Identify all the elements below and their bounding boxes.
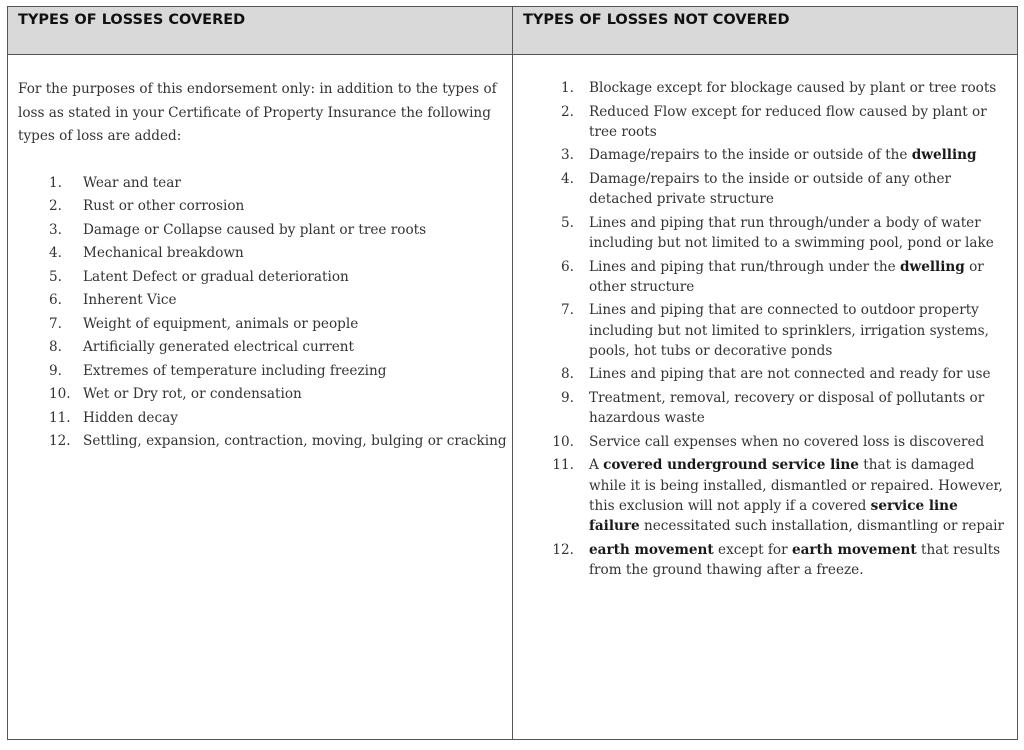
item-number: 9. [561, 389, 574, 406]
list-item [18, 336, 508, 360]
item-number: 10. [552, 433, 574, 450]
item-number: 3. [49, 221, 62, 238]
item-number: 5. [561, 214, 574, 231]
list-item [540, 432, 1010, 452]
list-item [18, 430, 508, 454]
defined-term: service line failure [589, 497, 958, 534]
item-text: necessitated such installation, dismantling or repair [639, 517, 1005, 534]
item-text: Damage/repairs to the inside or outside of any other detached private structure [589, 170, 951, 208]
not-covered-cell [540, 78, 1010, 583]
list-item [18, 172, 508, 196]
item-text: Service call expenses when no covered loss is discovered [589, 433, 985, 450]
list-item [540, 388, 1010, 428]
item-number: 8. [49, 339, 62, 355]
list-item [540, 102, 1010, 142]
defined-term: earth movement [589, 541, 714, 558]
item-text: A [589, 457, 604, 474]
item-text: that results from the ground thawing after a freeze. [589, 541, 1001, 578]
covered-cell [18, 78, 508, 454]
item-text: Rust or other corrosion [83, 198, 245, 214]
not-covered-list [540, 78, 1010, 580]
item-text: Wear and tear [83, 174, 181, 191]
list-item [18, 242, 508, 266]
item-text: Hidden decay [83, 409, 178, 426]
item-number: 7. [49, 315, 62, 332]
list-item [540, 364, 1010, 384]
item-number: 1. [49, 174, 62, 191]
item-number: 9. [49, 362, 62, 379]
item-text: Lines and piping that run/through under the [589, 258, 901, 275]
item-text: Artificially generated electrical current [83, 339, 355, 355]
list-item [18, 383, 508, 407]
item-number: 11. [49, 409, 71, 426]
item-text: Inherent Vice [83, 292, 177, 308]
item-text: Mechanical breakdown [83, 245, 244, 261]
list-item [540, 540, 1010, 580]
item-text: Treatment, removal, recovery or disposal of pollutants or hazardous waste [589, 389, 985, 427]
item-number: 10. [49, 386, 71, 402]
list-item [18, 360, 508, 384]
item-text: Wet or Dry rot, or condensation [83, 386, 302, 402]
item-text: Settling, expansion, contraction, moving, bulging or cracking [83, 433, 507, 449]
header-covered: TYPES OF LOSSES COVERED [18, 12, 246, 28]
item-text: Reduced Flow except for reduced flow caused by plant or tree roots [589, 103, 987, 140]
item-number: 2. [561, 103, 574, 120]
item-text: Blockage except for blockage caused by plant or tree roots [589, 80, 997, 96]
item-number: 12. [49, 433, 71, 449]
defined-term: earth movement [791, 541, 917, 558]
covered-list [18, 172, 508, 454]
list-item [540, 145, 1010, 165]
item-number: 6. [49, 292, 62, 308]
item-number: 11. [552, 457, 574, 474]
item-text: Lines and piping that run through/under a body of water including but not limited to a swimming pool, pond or lake [589, 214, 994, 251]
item-number: 3. [561, 147, 574, 164]
item-number: 6. [561, 258, 574, 275]
defined-term: covered underground service line [603, 457, 859, 474]
item-text: Latent Defect or gradual deterioration [83, 268, 349, 285]
list-item [18, 266, 508, 290]
list-item [18, 313, 508, 337]
item-text: Damage or Collapse caused by plant or tree roots [83, 221, 427, 238]
item-text: Weight of equipment, animals or people [83, 315, 359, 332]
item-number: 5. [49, 268, 62, 285]
list-item [540, 213, 1010, 253]
item-text: except for [713, 541, 792, 558]
item-number: 4. [49, 245, 62, 261]
item-number: 1. [561, 80, 574, 96]
item-number: 7. [561, 302, 574, 319]
header-not-covered: TYPES OF LOSSES NOT COVERED [523, 12, 790, 28]
item-number: 8. [561, 366, 574, 383]
defined-term: dwelling [911, 147, 977, 164]
coverage-table [7, 6, 1018, 740]
column-divider [512, 7, 513, 739]
item-number: 4. [561, 170, 574, 187]
list-item [18, 219, 508, 243]
covered-intro: For the purposes of this endorsement only: in addition to the types of loss as stated in your Certificate of Property Insurance the following types of loss are added: [18, 81, 497, 144]
item-text: that is damaged while it is being installed, dismantled or repaired. However, this exclusion will not apply if a covered [589, 457, 1003, 514]
item-text: Damage/repairs to the inside or outside of the [589, 147, 912, 164]
list-item [18, 289, 508, 313]
item-text: Lines and piping that are not connected and ready for use [589, 366, 991, 383]
item-number: 2. [49, 198, 62, 214]
list-item [540, 78, 1010, 98]
list-item [18, 195, 508, 219]
list-item [540, 169, 1010, 209]
list-item [540, 257, 1010, 297]
defined-term: dwelling [900, 258, 965, 275]
item-number: 12. [552, 541, 574, 558]
item-text: Extremes of temperature including freezing [83, 362, 387, 379]
list-item [540, 455, 1010, 536]
item-text: or other structure [589, 258, 984, 295]
list-item [540, 300, 1010, 361]
item-text: Lines and piping that are connected to outdoor property including but not limited to sprinklers, irrigation systems, pools, hot tubs or decorative ponds [589, 302, 989, 359]
list-item [18, 407, 508, 431]
